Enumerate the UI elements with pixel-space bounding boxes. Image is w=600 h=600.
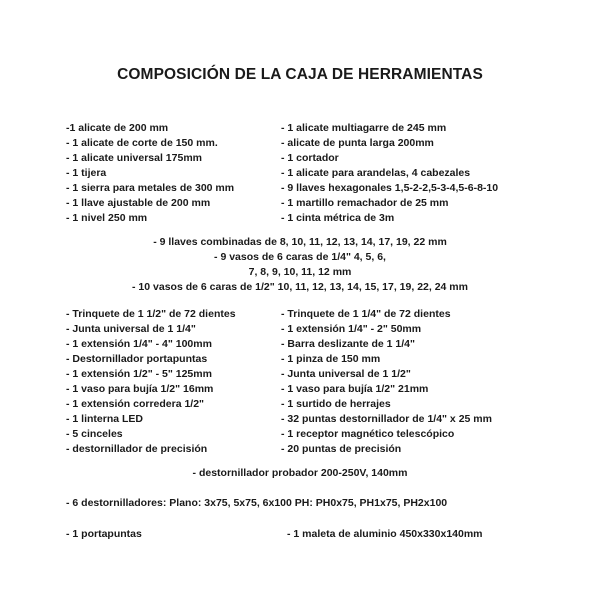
list-item: - 9 vasos de 6 caras de 1/4" 4, 5, 6,	[214, 251, 386, 263]
list-item: - 1 cinta métrica de 3m	[281, 212, 395, 224]
list-item: - Trinquete de 1 1/2" de 72 dientes	[66, 308, 236, 320]
list-item: - 1 pinza de 150 mm	[281, 353, 381, 365]
list-item: - 1 martillo remachador de 25 mm	[281, 197, 449, 209]
list-item: - 1 extensión 1/4" - 4" 100mm	[66, 338, 212, 350]
list-item: - 1 cortador	[281, 152, 339, 164]
list-item: - 1 alicate universal 175mm	[66, 152, 202, 164]
list-item: - Barra deslizante de 1 1/4"	[281, 338, 415, 350]
list-item: 7, 8, 9, 10, 11, 12 mm	[248, 266, 352, 278]
list-item: - Junta universal de 1 1/4"	[66, 323, 196, 335]
list-item: - 1 extensión corredera 1/2"	[66, 398, 205, 410]
list-item: - 1 maleta de aluminio 450x330x140mm	[287, 528, 483, 540]
list-item: - 1 vaso para bujía 1/2" 16mm	[66, 383, 214, 395]
list-item: - 1 sierra para metales de 300 mm	[66, 182, 235, 194]
list-item: - 9 llaves combinadas de 8, 10, 11, 12, 13, 14, 17, 19, 22 mm	[153, 236, 447, 248]
list-item: - 6 destornilladores: Plano: 3x75, 5x75, 6x100 PH: PH0x75, PH1x75, PH2x100	[66, 497, 448, 509]
list-item: - Destornillador portapuntas	[66, 353, 208, 365]
list-item: - 1 receptor magnético telescópico	[281, 428, 455, 440]
list-item: - 1 portapuntas	[66, 528, 142, 540]
list-item: - 1 alicate para arandelas, 4 cabezales	[281, 167, 471, 179]
list-item: - 1 extensión 1/2" - 5" 125mm	[66, 368, 212, 380]
list-item: - 20 puntas de precisión	[281, 443, 402, 455]
list-item: - 32 puntas destornillador de 1/4" x 25 mm	[281, 413, 492, 425]
list-item: - destornillador probador 200-250V, 140mm	[192, 467, 408, 479]
list-item: - 5 cinceles	[66, 428, 123, 440]
list-item: - Trinquete de 1 1/4" de 72 dientes	[281, 308, 451, 320]
page-title: COMPOSICIÓN DE LA CAJA DE HERRAMIENTAS	[117, 66, 483, 83]
list-item: - 1 linterna LED	[66, 413, 144, 425]
list-item: - 9 llaves hexagonales 1,5-2-2,5-3-4,5-6-8-10	[281, 182, 499, 194]
list-item: - 1 vaso para bujía 1/2" 21mm	[281, 383, 429, 395]
list-item: - 1 llave ajustable de 200 mm	[66, 197, 211, 209]
list-item: - 1 nivel 250 mm	[66, 212, 148, 224]
list-item: - 1 surtido de herrajes	[281, 398, 391, 410]
list-item: - 1 alicate multiagarre de 245 mm	[281, 122, 447, 134]
list-item: -1 alicate de 200 mm	[66, 122, 169, 134]
list-item: - 10 vasos de 6 caras de 1/2" 10, 11, 12, 13, 14, 15, 17, 19, 22, 24 mm	[132, 281, 468, 293]
list-item: - Junta universal de 1 1/2"	[281, 368, 411, 380]
list-item: - alicate de punta larga 200mm	[281, 137, 434, 149]
list-item: - destornillador de precisión	[66, 443, 208, 455]
list-item: - 1 alicate de corte de 150 mm.	[66, 137, 218, 149]
list-item: - 1 extensión 1/4" - 2" 50mm	[281, 323, 422, 335]
list-item: - 1 tijera	[66, 167, 107, 179]
